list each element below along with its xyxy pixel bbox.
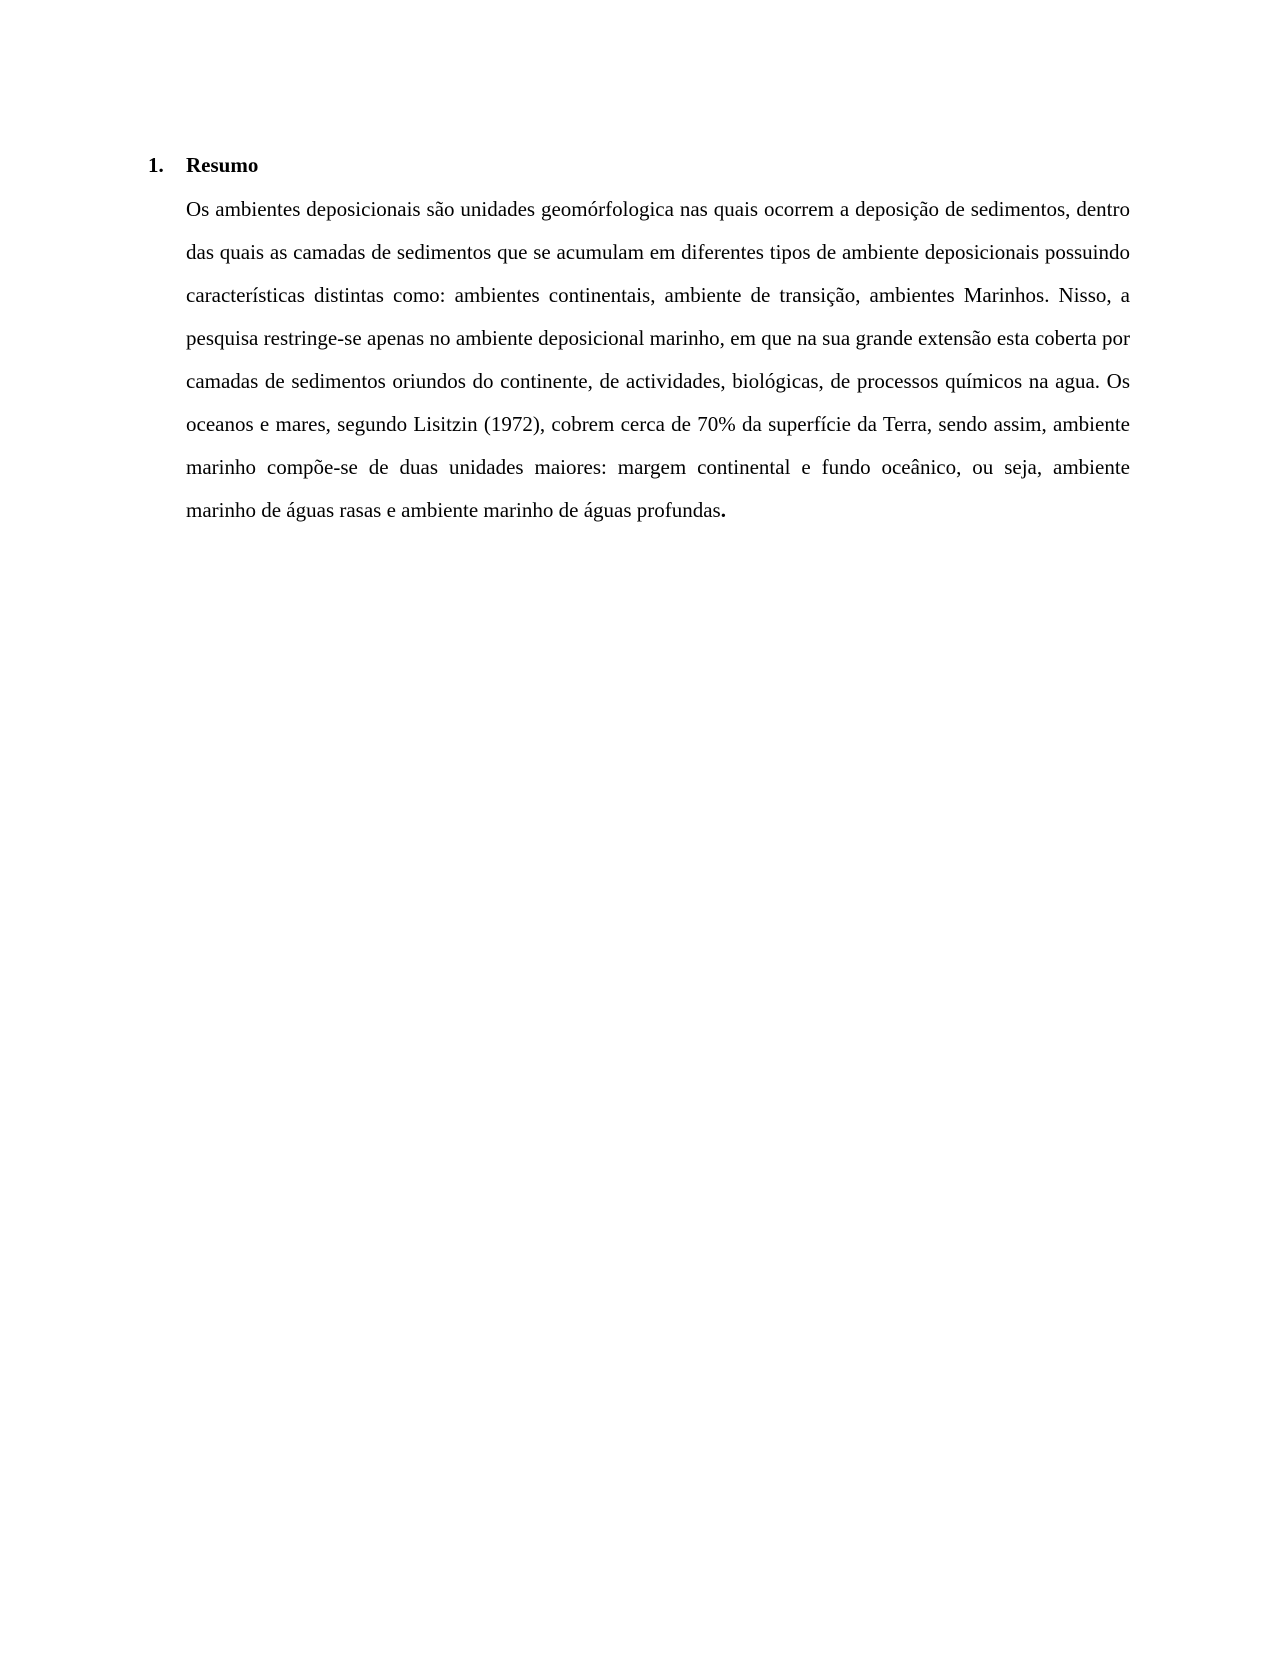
summary-paragraph: [186, 188, 1130, 532]
summary-paragraph-text: Os ambientes deposicionais são unidades geomórfologica nas quais ocorrem a deposição de sedimentos, dentro das quais as camadas de sedimentos que se acumulam em diferentes tipos de ambiente deposicionais possuindo características distintas como: ambientes continentais, ambiente de transição, ambientes Marinhos. Nisso, a pesquisa restringe-se apenas no ambiente deposicional marinho, em que na sua grande extensão esta coberta por camadas de sedimentos oriundos do continente, de actividades, biológicas, de processos químicos na agua. Os oceanos e mares, segundo Lisitzin (1972), cobrem cerca de 70% da superfície da Terra, sendo assim, ambiente marinho compõe-se de duas unidades maiores: margem continental e fundo oceânico, ou seja, ambiente marinho de águas rasas e ambiente marinho de águas profundas: [186, 197, 1130, 522]
paragraph-final-stop: .: [720, 498, 726, 522]
summary-section: [148, 150, 1130, 532]
section-heading: [148, 150, 1130, 180]
section-number: 1.: [148, 153, 164, 177]
section-title: Resumo: [186, 153, 259, 177]
